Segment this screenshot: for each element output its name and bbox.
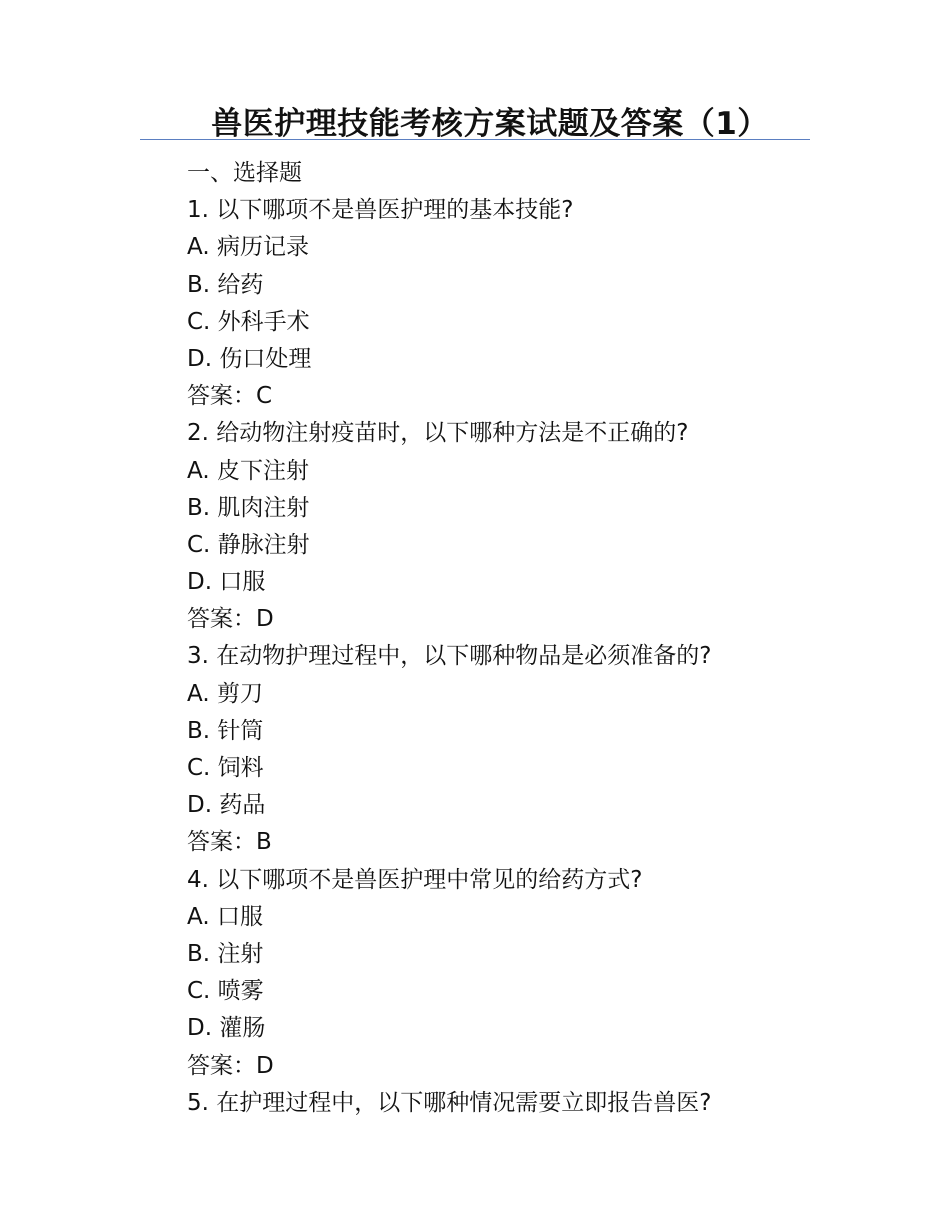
- title-underline: [140, 139, 810, 140]
- option-d: D. 口服: [187, 569, 266, 596]
- option-c: C. 饲料: [187, 755, 264, 781]
- option-a: A. 口服: [187, 903, 263, 930]
- option-a: A. 剪刀: [187, 680, 263, 707]
- question-text: 3. 在动物护理过程中，以下哪种物品是必须准备的?: [187, 643, 712, 670]
- section-heading: 一、选择题: [187, 160, 302, 186]
- question-block: [187, 638, 827, 861]
- document-title: 兽医护理技能考核方案试题及答案（1）: [211, 106, 769, 142]
- question-text: 4. 以下哪项不是兽医护理中常见的给药方式?: [187, 866, 643, 893]
- option-a: A. 病历记录: [187, 234, 309, 261]
- answer-text: 答案：C: [187, 383, 273, 410]
- answer-text: 答案：D: [187, 606, 274, 633]
- question-text: 1. 以下哪项不是兽医护理的基本技能?: [187, 197, 574, 224]
- option-c: C. 外科手术: [187, 308, 310, 335]
- question-block: [187, 192, 827, 415]
- option-c: C. 静脉注射: [187, 531, 310, 558]
- option-a: A. 皮下注射: [187, 457, 309, 484]
- option-d: D. 药品: [187, 792, 266, 819]
- option-d: D. 伤口处理: [187, 345, 312, 372]
- option-b: B. 注射: [187, 940, 264, 967]
- option-d: D. 灌肠: [187, 1015, 266, 1042]
- answer-text: 答案：B: [187, 829, 272, 856]
- question-text: 5. 在护理过程中，以下哪种情况需要立即报告兽医?: [187, 1089, 712, 1116]
- question-block: [187, 415, 827, 638]
- question-block: [187, 862, 827, 1085]
- question-block: [187, 1085, 827, 1122]
- question-text: 2. 给动物注射疫苗时，以下哪种方法是不正确的?: [187, 420, 689, 447]
- document-body: [187, 155, 827, 1122]
- option-c: C. 喷雾: [187, 978, 264, 1005]
- answer-text: 答案：D: [187, 1052, 274, 1079]
- option-b: B. 针筒: [187, 717, 264, 744]
- option-b: B. 给药: [187, 271, 264, 298]
- option-b: B. 肌肉注射: [187, 494, 310, 521]
